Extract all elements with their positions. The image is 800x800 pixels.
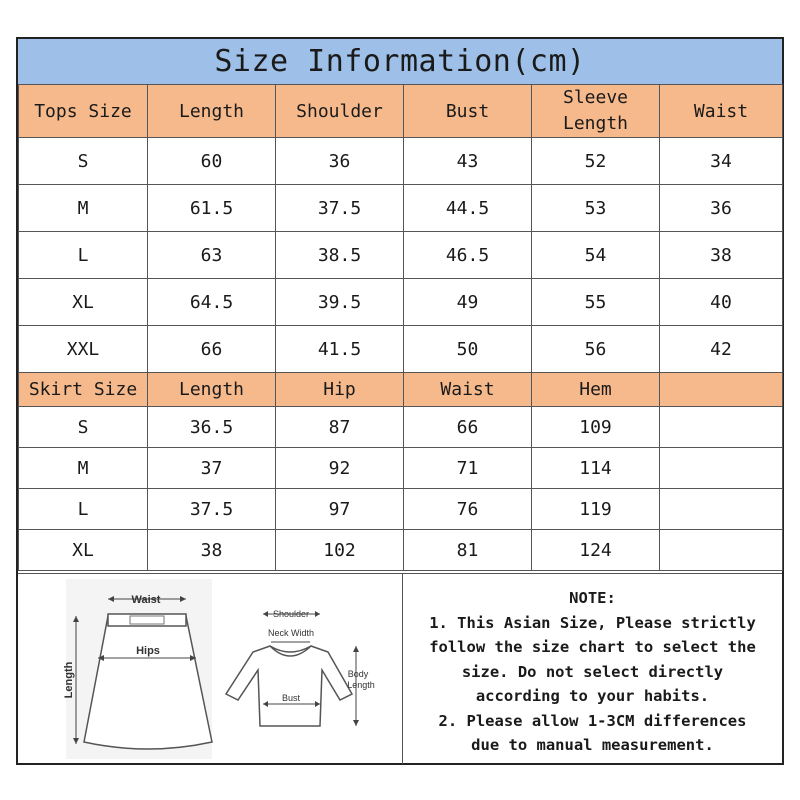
table-cell: M bbox=[19, 448, 148, 489]
table-cell: 92 bbox=[276, 448, 404, 489]
tops-sleeve-length-header bbox=[532, 85, 660, 138]
table-cell: 52 bbox=[532, 138, 660, 185]
arrowhead-icon bbox=[263, 611, 268, 617]
top-neck-label: Neck Width bbox=[267, 628, 315, 638]
arrowhead-icon bbox=[353, 646, 359, 652]
chart-title: Size Information(cm) bbox=[18, 39, 782, 85]
table-cell: 37.5 bbox=[276, 185, 404, 232]
top-shoulder-label: Shoulder bbox=[272, 609, 310, 619]
arrowhead-icon bbox=[353, 720, 359, 726]
table-cell: 34 bbox=[660, 138, 783, 185]
table-cell: 40 bbox=[660, 279, 783, 326]
table-row bbox=[19, 530, 783, 571]
sleeve-label: Sleeve bbox=[562, 87, 629, 108]
table-row bbox=[19, 279, 783, 326]
tops-waist-header: Waist bbox=[660, 85, 783, 138]
skirt-bow bbox=[130, 616, 164, 624]
skirt-hem-header: Hem bbox=[532, 373, 660, 407]
table-cell: 46.5 bbox=[404, 232, 532, 279]
note-line: 2. Please allow 1-3CM differences bbox=[438, 711, 747, 730]
skirt-length-label: Length bbox=[63, 661, 75, 699]
table-cell: 36 bbox=[660, 185, 783, 232]
note-line: according to your habits. bbox=[475, 687, 710, 705]
top-illustration bbox=[226, 609, 375, 726]
tops-bust-header: Bust bbox=[404, 85, 532, 138]
top-body-length-label: Length bbox=[347, 680, 375, 690]
note-panel bbox=[403, 574, 782, 764]
table-cell: L bbox=[19, 489, 148, 530]
table-row bbox=[19, 138, 783, 185]
table-row bbox=[19, 326, 783, 373]
skirt-size-header: Skirt Size bbox=[19, 373, 148, 407]
table-cell bbox=[660, 530, 783, 571]
table-cell: 42 bbox=[660, 326, 783, 373]
table-cell bbox=[660, 448, 783, 489]
table-cell: 66 bbox=[404, 407, 532, 448]
table-cell: 36.5 bbox=[148, 407, 276, 448]
table-cell: 49 bbox=[404, 279, 532, 326]
table-cell: 119 bbox=[532, 489, 660, 530]
table-row bbox=[19, 232, 783, 279]
table-cell: 61.5 bbox=[148, 185, 276, 232]
tops-shoulder-header: Shoulder bbox=[276, 85, 404, 138]
table-cell: 87 bbox=[276, 407, 404, 448]
top-bust-label: Bust bbox=[281, 693, 301, 703]
top-body-label: Body bbox=[347, 669, 369, 679]
table-cell: 64.5 bbox=[148, 279, 276, 326]
note-line: 1. This Asian Size, Please strictly bbox=[429, 613, 756, 632]
table-cell: 81 bbox=[404, 530, 532, 571]
table-cell: 39.5 bbox=[276, 279, 404, 326]
table-cell: 43 bbox=[404, 138, 532, 185]
skirt-hips-label: Hips bbox=[136, 645, 160, 657]
table-cell: XXL bbox=[19, 326, 148, 373]
table-cell: XL bbox=[19, 279, 148, 326]
tops-length-header: Length bbox=[148, 85, 276, 138]
table-cell: 109 bbox=[532, 407, 660, 448]
top-outline bbox=[226, 646, 352, 726]
table-cell: 36 bbox=[276, 138, 404, 185]
table-row bbox=[19, 489, 783, 530]
table-cell: 37 bbox=[148, 448, 276, 489]
table-cell: 76 bbox=[404, 489, 532, 530]
skirt-hip-header: Hip bbox=[276, 373, 404, 407]
note-line: follow the size chart to select the bbox=[429, 638, 756, 656]
table-cell: 60 bbox=[148, 138, 276, 185]
table-row bbox=[19, 448, 783, 489]
arrowhead-icon bbox=[315, 611, 320, 617]
table-cell: S bbox=[19, 407, 148, 448]
skirt-waist-header: Waist bbox=[404, 373, 532, 407]
table-cell: 124 bbox=[532, 530, 660, 571]
table-cell: 37.5 bbox=[148, 489, 276, 530]
size-table bbox=[18, 84, 783, 571]
table-cell: 41.5 bbox=[276, 326, 404, 373]
measurement-illustration bbox=[18, 574, 401, 764]
table-cell: S bbox=[19, 138, 148, 185]
table-cell: 114 bbox=[532, 448, 660, 489]
measurement-diagram bbox=[18, 574, 403, 764]
table-cell bbox=[660, 489, 783, 530]
table-cell: 44.5 bbox=[404, 185, 532, 232]
skirt-waist-label: Waist bbox=[131, 594, 161, 606]
table-cell: 38 bbox=[148, 530, 276, 571]
table-cell: 97 bbox=[276, 489, 404, 530]
table-cell bbox=[660, 407, 783, 448]
skirt-length-header: Length bbox=[148, 373, 276, 407]
note-line: due to manual measurement. bbox=[471, 736, 714, 754]
table-cell: 55 bbox=[532, 279, 660, 326]
skirt-header-row bbox=[19, 373, 783, 407]
table-cell: 71 bbox=[404, 448, 532, 489]
note-line: size. Do not select directly bbox=[461, 662, 724, 681]
sleeve-length-label: Length bbox=[562, 113, 629, 134]
table-cell: 63 bbox=[148, 232, 276, 279]
note-heading: NOTE: bbox=[569, 589, 616, 607]
table-cell: 102 bbox=[276, 530, 404, 571]
bottom-section bbox=[18, 573, 782, 764]
table-cell: 54 bbox=[532, 232, 660, 279]
table-row bbox=[19, 185, 783, 232]
skirt-empty-header bbox=[660, 373, 783, 407]
table-cell: M bbox=[19, 185, 148, 232]
skirt-illustration bbox=[63, 579, 212, 759]
size-chart bbox=[16, 37, 784, 765]
table-cell: 56 bbox=[532, 326, 660, 373]
table-cell: 66 bbox=[148, 326, 276, 373]
table-cell: 53 bbox=[532, 185, 660, 232]
table-row bbox=[19, 407, 783, 448]
table-cell: 38 bbox=[660, 232, 783, 279]
table-cell: XL bbox=[19, 530, 148, 571]
table-cell: 50 bbox=[404, 326, 532, 373]
tops-header-row bbox=[19, 85, 783, 138]
table-cell: 38.5 bbox=[276, 232, 404, 279]
tops-size-header: Tops Size bbox=[19, 85, 148, 138]
table-cell: L bbox=[19, 232, 148, 279]
